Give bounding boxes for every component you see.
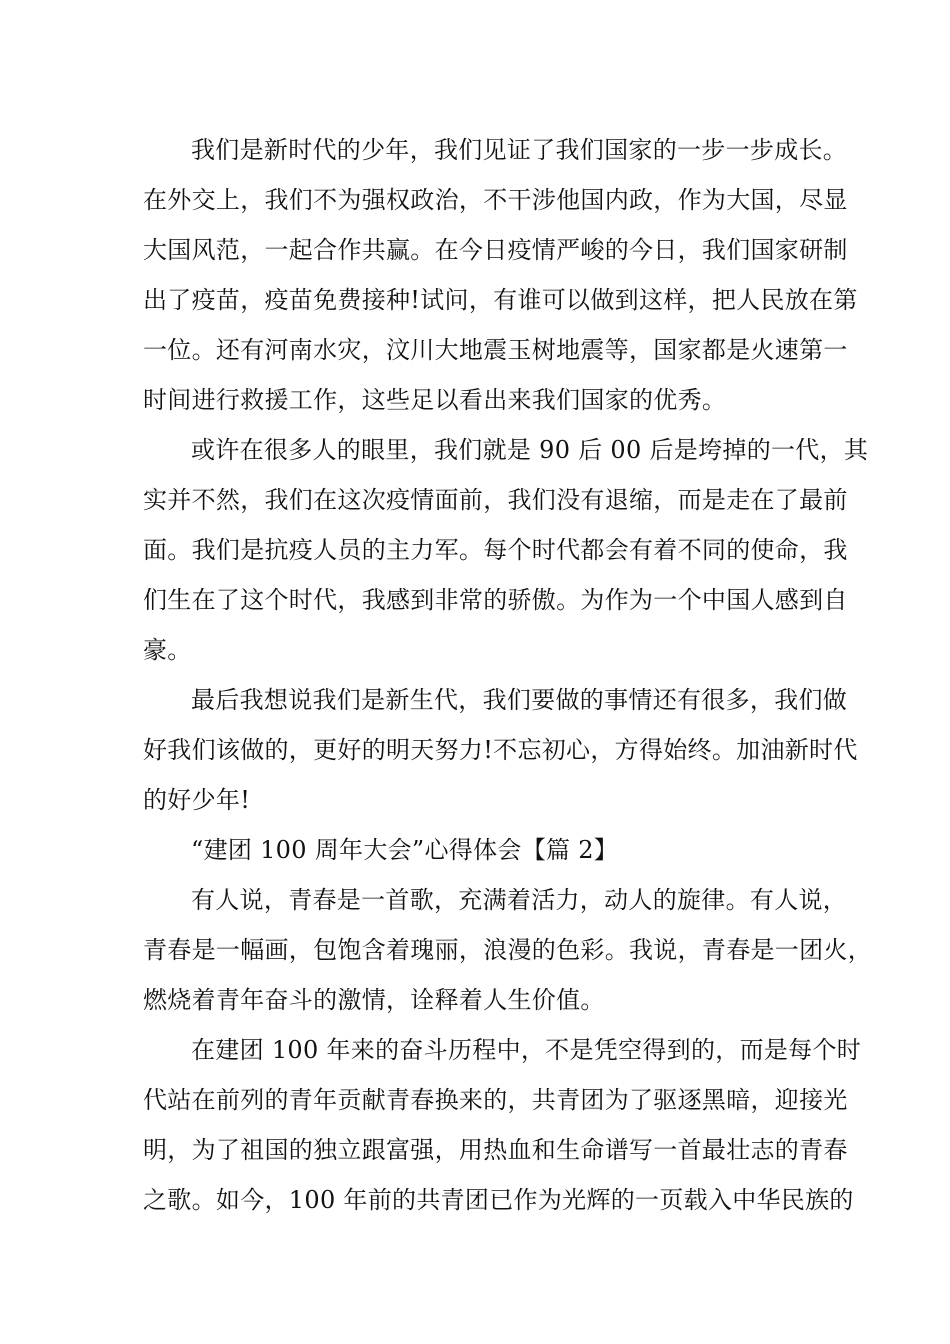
text-line: 豪。 [143,636,192,664]
text-line: 大国风范，一起合作共赢。在今日疫情严峻的今日，我们国家研制 [143,236,848,264]
document-body [143,125,872,1225]
text-line: 出了疫苗，疫苗免费接种!试问，有谁可以做到这样，把人民放在第 [143,286,858,314]
text-line: 在外交上，我们不为强权政治，不干涉他国内政，作为大国，尽显 [143,186,848,214]
text-line: 青春是一幅画，包饱含着瑰丽，浪漫的色彩。我说，青春是一团火， [143,936,872,964]
text-line: 燃烧着青年奋斗的激情，诠释着人生价值。 [143,986,605,1014]
text-line: 我们是新时代的少年，我们见证了我们国家的一步一步成长。 [191,136,848,164]
section-heading: “建团 100 周年大会”心得体会【篇 2】 [191,836,619,864]
text-line: 或许在很多人的眼里，我们就是 90 后 00 后是垮掉的一代，其 [191,436,869,464]
text-line: 实并不然，我们在这次疫情面前，我们没有退缩，而是走在了最前 [143,486,848,514]
text-line: 们生在了这个时代，我感到非常的骄傲。为作为一个中国人感到自 [143,586,848,614]
text-line: 好我们该做的，更好的明天努力!不忘初心，方得始终。加油新时代 [143,736,858,764]
text-line: 面。我们是抗疫人员的主力军。每个时代都会有着不同的使命，我 [143,536,848,564]
text-line: 明，为了祖国的独立跟富强，用热血和生命谱写一首最壮志的青春 [143,1136,848,1164]
text-line: 代站在前列的青年贡献青春换来的，共青团为了驱逐黑暗，迎接光 [143,1086,848,1114]
text-line: 的好少年! [143,786,251,814]
text-line: 在建团 100 年来的奋斗历程中，不是凭空得到的，而是每个时 [191,1036,862,1064]
text-line: 最后我想说我们是新生代，我们要做的事情还有很多，我们做 [191,686,848,714]
text-line: 之歌。如今，100 年前的共青团已作为光辉的一页载入中华民族的 [143,1186,854,1214]
text-line: 时间进行救援工作，这些足以看出来我们国家的优秀。 [143,386,727,414]
text-line: 有人说，青春是一首歌，充满着活力，动人的旋律。有人说， [191,886,848,914]
text-line: 一位。还有河南水灾，汶川大地震玉树地震等，国家都是火速第一 [143,336,848,364]
